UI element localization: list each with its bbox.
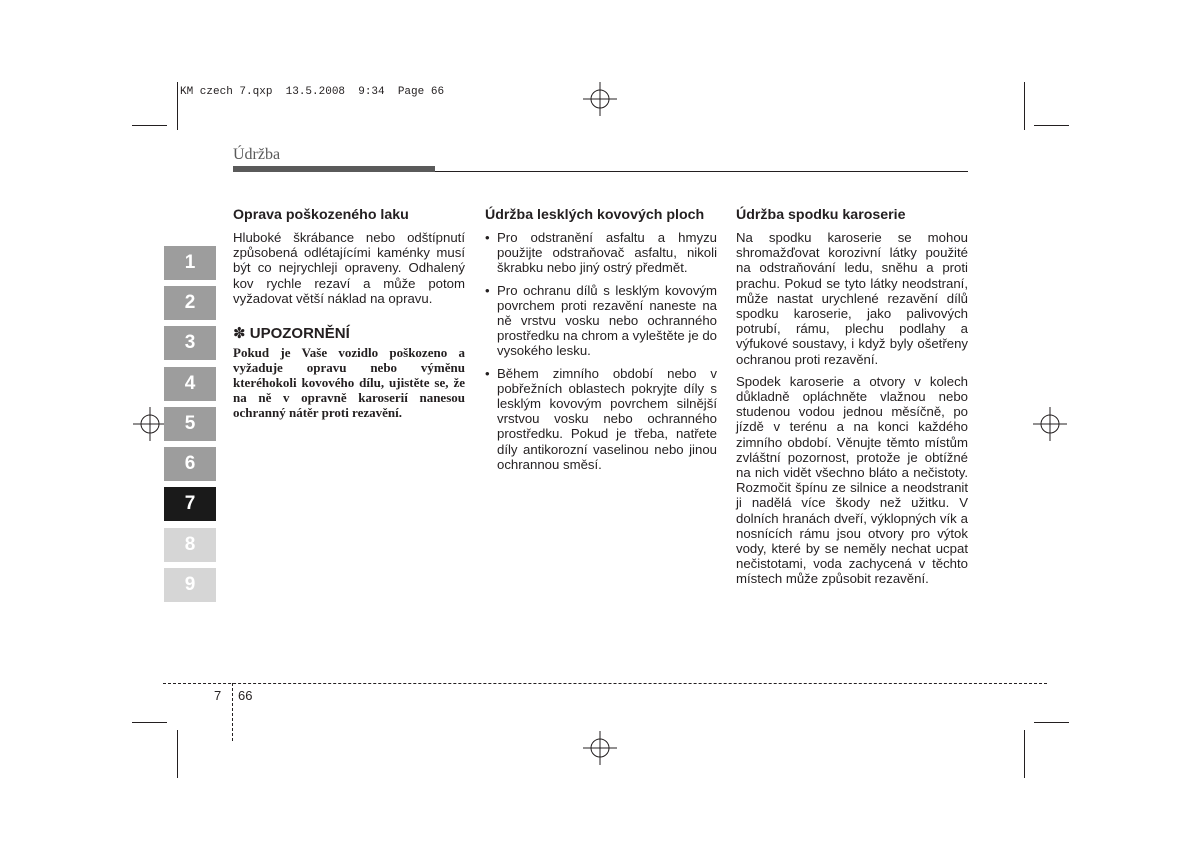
bullet-icon: •: [485, 282, 490, 298]
warning-title: ✽ UPOZORNĚNÍ: [233, 325, 350, 343]
list-item-text: Pro odstranění asfaltu a hmyzu použijte odstraňovač asfaltu, nikoli škrabku nebo jiný ostrý předmět.: [497, 230, 717, 276]
crop-mark: [177, 82, 178, 130]
chapter-tab-9[interactable]: 9: [164, 568, 216, 602]
chapter-tab-8[interactable]: 8: [164, 528, 216, 562]
bullet-icon: •: [485, 365, 490, 381]
footer-rule: [163, 683, 1047, 684]
list-item-text: Pro ochranu dílů s lesklým kovovým povrchem proti rezavění naneste na ně vrstvu vosku nebo ochranného prostředku na chrom a vyleštěte je do vysokého lesku.: [497, 282, 717, 359]
heading-metal-care: Údržba lesklých kovových ploch: [485, 207, 705, 223]
crop-mark: [177, 730, 178, 778]
paint-repair-text: Hluboké škrábance nebo odštípnutí způsobená odlétajícími kaménky musí být co nejrychleji opraveny. Odhalený kov rychle rezaví a může potom vyžadovat větší náklad na opravu.: [233, 230, 465, 306]
page-number: 66: [238, 688, 253, 703]
chapter-tab-6[interactable]: 6: [164, 447, 216, 481]
page-section-number: 7: [214, 688, 222, 703]
chapter-tab-5[interactable]: 5: [164, 407, 216, 441]
chapter-tab-3[interactable]: 3: [164, 326, 216, 360]
underbody-paragraph-1: Na spodku karoserie se mohou shromažďovat korozivní látky použité na odstraňování ledu, sněhu a proti prachu. Pokud se tyto látky neodstraní, může nastat urychlené rezavění dílů spodku karoserie, jako palivových potrubí, rámu, plechu podlahy a výfukové soustavy, i když byly ošetřeny ochranou proti rezavění.: [736, 230, 968, 367]
crop-mark: [1034, 722, 1069, 723]
chapter-tab-1[interactable]: 1: [164, 246, 216, 280]
chapter-tab-2[interactable]: 2: [164, 286, 216, 320]
registration-mark-icon: [133, 407, 167, 441]
crop-mark: [132, 125, 167, 126]
heading-paint-repair: Oprava poškozeného laku: [233, 207, 409, 223]
chapter-tab-7-active[interactable]: 7: [164, 487, 216, 521]
crop-mark: [1024, 730, 1025, 778]
bullet-icon: •: [485, 230, 490, 245]
column-metal-care: [485, 207, 717, 479]
list-item: [485, 283, 717, 359]
heading-underbody-care: Údržba spodku karoserie: [736, 207, 906, 223]
column-underbody-care: [736, 207, 968, 594]
list-item: [485, 230, 717, 276]
list-item-text: Během zimního období nebo v pobřežních oblastech pokryjte díly s lesklým kovovým povrchem silnější vrstvou vosku nebo ochranného prostředku. Pokud je třeba, natřete díly antikorozní vaselinou nebo jinou ochrannou směsí.: [497, 365, 717, 472]
section-title: Údržba: [233, 146, 281, 163]
registration-mark-icon: [1033, 407, 1067, 441]
metal-care-list: [485, 230, 717, 472]
crop-mark: [1034, 125, 1069, 126]
list-item: [485, 366, 717, 472]
registration-mark-icon: [583, 731, 617, 765]
footer-divider: [232, 683, 233, 741]
registration-mark-icon: [583, 82, 617, 116]
column-paint-repair: [233, 207, 465, 420]
print-slug: KM czech 7.qxp 13.5.2008 9:34 Page 66: [180, 86, 445, 98]
crop-mark: [1024, 82, 1025, 130]
crop-mark: [132, 722, 167, 723]
title-bar: [233, 166, 435, 172]
chapter-tab-4[interactable]: 4: [164, 367, 216, 401]
warning-text: Pokud je Vaše vozidlo poškozeno a vyžaduje opravu nebo výměnu kteréhokoli kovového dílu, ujistěte se, že na ně v opravně karoserií nanesou ochranný nátěr proti rezavění.: [233, 345, 465, 421]
underbody-paragraph-2: Spodek karoserie a otvory v kolech důkladně opláchněte vlažnou nebo studenou vodou jednou měsíčně, po jízdě v terénu a na konci každého zimního období. Věnujte těmto místům zvláštní pozornost, protože je obtížné na nich vidět všechno bláto a nečistoty. Rozmočit špínu ze silnice a neodstranit ji nadělá více škody než užitku. V dolních hranách dveří, výklopných vík a nosnících rámu jsou otvory pro výtok vody, které by se neměly nechat ucpat nečistotami, voda zachycená v těchto místech může způsobit rezavění.: [736, 373, 968, 587]
title-rule: [435, 171, 968, 172]
